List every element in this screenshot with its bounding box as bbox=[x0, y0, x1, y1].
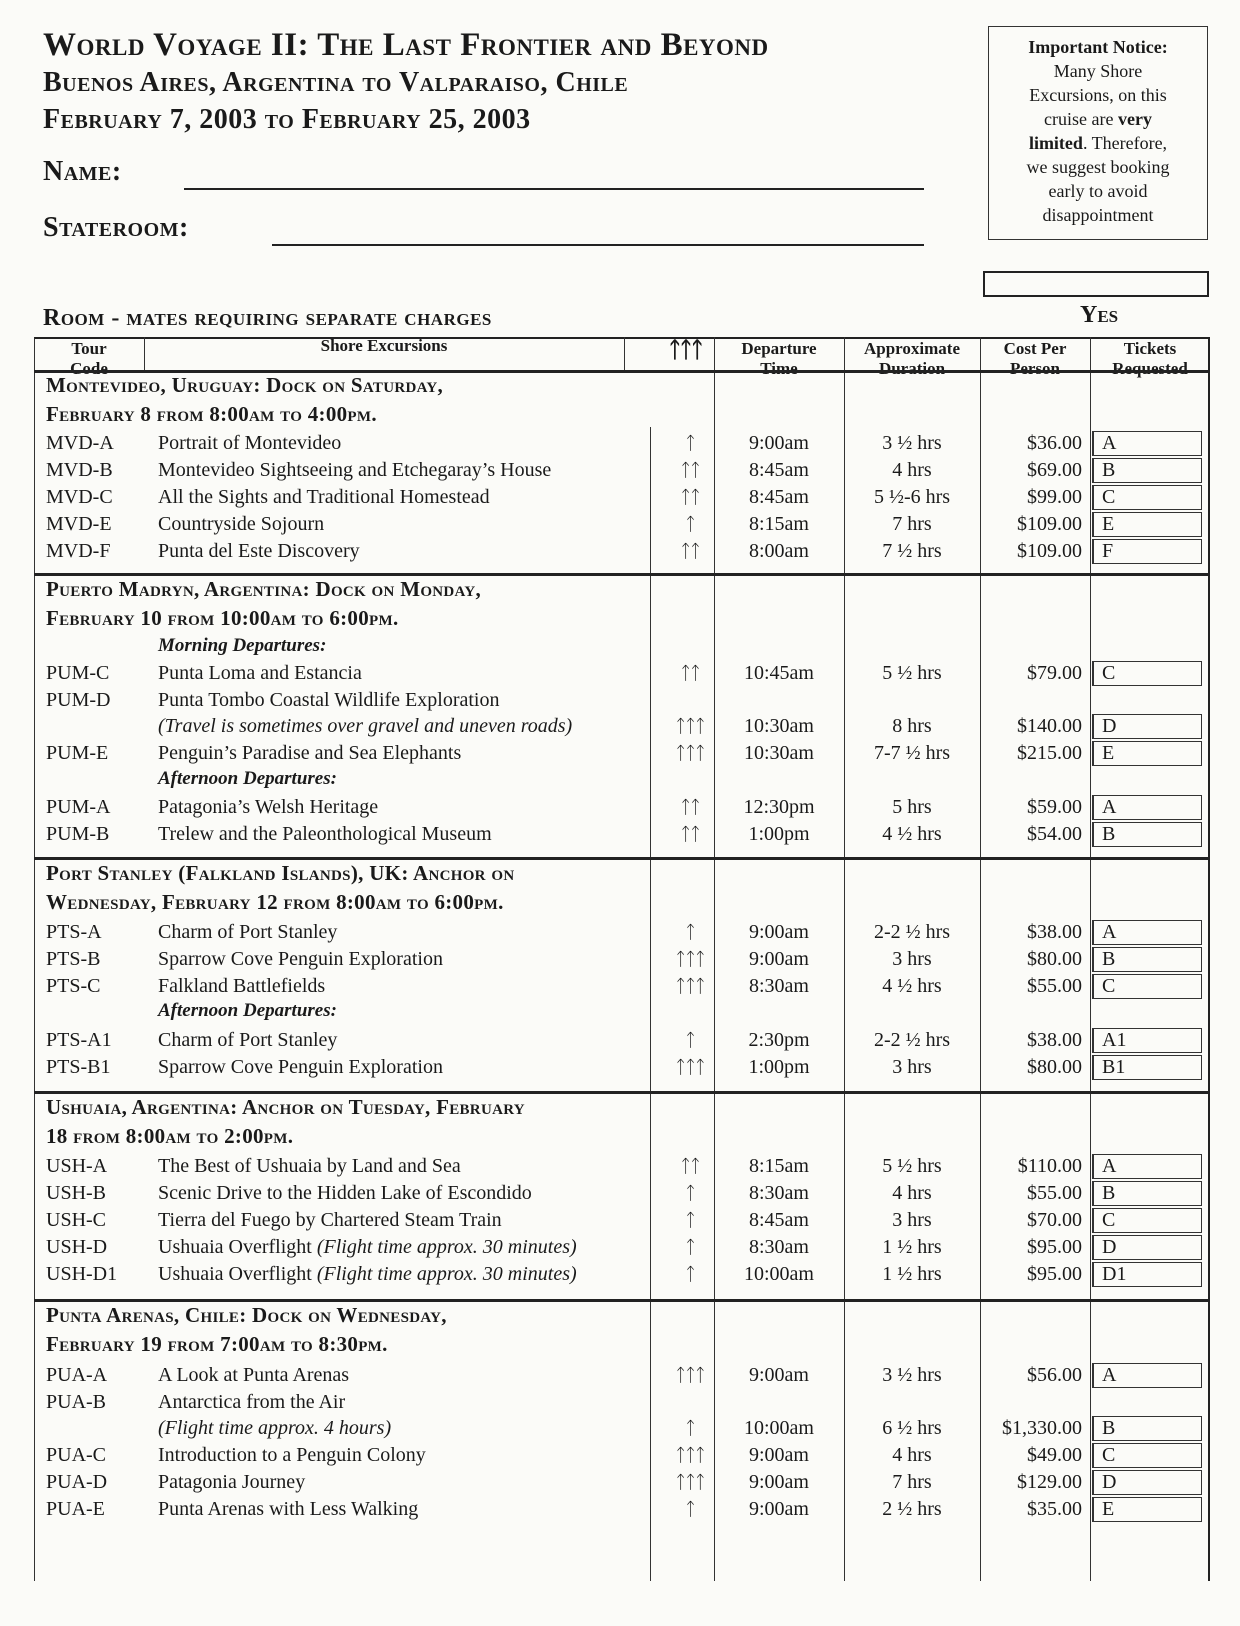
table-row: PUM-D Punta Tombo Coastal Wildlife Exploration bbox=[46, 689, 500, 711]
walking-people-icon: ᛏ bbox=[685, 514, 695, 535]
ticket-request-box[interactable]: A bbox=[1092, 431, 1202, 456]
roommates-label: Room - mates requiring separate charges bbox=[43, 305, 492, 331]
walking-people-icon: ᛏᛏᛏ bbox=[675, 976, 705, 997]
table-row: MVD-B Montevideo Sightseeing and Etchegaray’s House ᛏᛏ 8:45am 4 hrs $69.00 B bbox=[34, 457, 1210, 484]
walking-people-icon: ᛏ bbox=[685, 1210, 695, 1231]
walking-people-icon: ᛏᛏ bbox=[680, 663, 700, 684]
ticket-request-box[interactable]: B bbox=[1092, 822, 1202, 847]
ticket-request-box[interactable]: D bbox=[1092, 714, 1202, 739]
afternoon-departures-label: Afternoon Departures: bbox=[158, 768, 337, 789]
notice-line: Many Shore bbox=[1053, 61, 1143, 81]
header-divider bbox=[144, 337, 145, 371]
ticket-request-box[interactable]: E bbox=[1092, 512, 1202, 537]
walking-people-icon: ᛏᛏ bbox=[680, 541, 700, 562]
ticket-request-box[interactable]: A bbox=[1092, 1363, 1202, 1388]
walking-people-icon: ᛏᛏᛏ bbox=[675, 743, 705, 764]
walking-people-icon: ᛏᛏ bbox=[680, 487, 700, 508]
ticket-request-box[interactable]: A bbox=[1092, 1154, 1202, 1179]
ticket-request-box[interactable]: E bbox=[1092, 1497, 1202, 1522]
walking-people-icon: ᛏᛏᛏ bbox=[675, 1472, 705, 1493]
table-row: USH-C Tierra del Fuego by Chartered Steam Train ᛏ 8:45am 3 hrs $70.00 C bbox=[34, 1207, 1210, 1234]
walking-people-icon: ᛏᛏᛏ bbox=[675, 716, 705, 737]
voyage-title: World Voyage II: The Last Frontier and Beyond bbox=[43, 27, 769, 63]
col-departure-time: Departure Time bbox=[741, 339, 817, 378]
table-row: PTS-B1 Sparrow Cove Penguin Exploration ᛏᛏᛏ 1:00pm 3 hrs $80.00 B1 bbox=[34, 1054, 1210, 1081]
walking-people-icon: ᛏ bbox=[685, 1183, 695, 1204]
notice-line: cruise are very bbox=[1044, 109, 1152, 129]
walking-people-icon: ᛏ bbox=[685, 1030, 695, 1051]
notice-line: we suggest booking bbox=[1026, 157, 1170, 177]
table-row: PUM-E Penguin’s Paradise and Sea Elephants ᛏᛏᛏ 10:30am 7-7 ½ hrs $215.00 E bbox=[34, 740, 1210, 767]
col-tour-code: Tour Code bbox=[70, 339, 108, 378]
table-row: USH-B Scenic Drive to the Hidden Lake of Escondido ᛏ 8:30am 4 hrs $55.00 B bbox=[34, 1180, 1210, 1207]
walking-people-icon: ᛏᛏᛏ bbox=[668, 338, 702, 363]
table-row: PUA-B Antarctica from the Air bbox=[46, 1391, 346, 1413]
table-row: MVD-F Punta del Este Discovery ᛏᛏ 8:00am 7 ½ hrs $109.00 F bbox=[34, 538, 1210, 565]
table-row: MVD-E Countryside Sojourn ᛏ 8:15am 7 hrs $109.00 E bbox=[34, 511, 1210, 538]
table-row: (Travel is sometimes over gravel and uneven roads) ᛏᛏᛏ 10:30am 8 hrs $140.00 D bbox=[34, 713, 1210, 740]
walking-people-icon: ᛏᛏᛏ bbox=[675, 949, 705, 970]
table-row: USH-D Ushuaia Overflight (Flight time approx. 30 minutes) ᛏ 8:30am 1 ½ hrs $95.00 D bbox=[34, 1234, 1210, 1261]
col-shore-excursions: Shore Excursions bbox=[320, 336, 448, 355]
ticket-request-box[interactable]: C bbox=[1092, 485, 1202, 510]
walking-people-icon: ᛏᛏᛏ bbox=[675, 1445, 705, 1466]
walking-people-icon: ᛏᛏᛏ bbox=[675, 1057, 705, 1078]
ticket-request-box[interactable]: E bbox=[1092, 741, 1202, 766]
notice-line: disappointment bbox=[1042, 205, 1154, 225]
ticket-request-box[interactable]: D1 bbox=[1092, 1262, 1202, 1287]
table-row: PUM-B Trelew and the Paleonthological Museum ᛏᛏ 1:00pm 4 ½ hrs $54.00 B bbox=[34, 821, 1210, 848]
ticket-request-box[interactable]: C bbox=[1092, 1443, 1202, 1468]
table-row: PTS-A Charm of Port Stanley ᛏ 9:00am 2-2 ½ hrs $38.00 A bbox=[34, 919, 1210, 946]
walking-people-icon: ᛏ bbox=[685, 433, 695, 454]
port-heading-port-stanley: Port Stanley (Falkland Islands), UK: Anchor on Wednesday, February 12 from 8:00am to 6:00pm. bbox=[46, 861, 515, 914]
table-row: PUA-E Punta Arenas with Less Walking ᛏ 9:00am 2 ½ hrs $35.00 E bbox=[34, 1496, 1210, 1523]
ticket-request-box[interactable]: F bbox=[1092, 539, 1202, 564]
notice-line: limited. Therefore, bbox=[1028, 133, 1168, 153]
table-row: PTS-B Sparrow Cove Penguin Exploration ᛏᛏᛏ 9:00am 3 hrs $80.00 B bbox=[34, 946, 1210, 973]
ticket-request-box[interactable]: D bbox=[1092, 1235, 1202, 1260]
col-tickets: Tickets Requested bbox=[1112, 339, 1188, 378]
ticket-request-box[interactable]: B1 bbox=[1092, 1055, 1202, 1080]
ticket-request-box[interactable]: B bbox=[1092, 1181, 1202, 1206]
walking-people-icon: ᛏᛏ bbox=[680, 460, 700, 481]
morning-departures-label: Morning Departures: bbox=[158, 635, 327, 656]
notice-title: Important Notice: bbox=[1028, 37, 1168, 57]
ticket-request-box[interactable]: C bbox=[1092, 974, 1202, 999]
ticket-request-box[interactable]: A bbox=[1092, 920, 1202, 945]
header-divider bbox=[624, 337, 625, 371]
afternoon-departures-label: Afternoon Departures: bbox=[158, 1000, 337, 1021]
table-row: PUA-D Patagonia Journey ᛏᛏᛏ 9:00am 7 hrs $129.00 D bbox=[34, 1469, 1210, 1496]
walking-people-icon: ᛏ bbox=[685, 1264, 695, 1285]
ticket-request-box[interactable]: B bbox=[1092, 947, 1202, 972]
port-heading-puerto-madryn: Puerto Madryn, Argentina: Dock on Monday, February 10 from 10:00am to 6:00pm. bbox=[46, 577, 481, 630]
ticket-request-box[interactable]: A1 bbox=[1092, 1028, 1202, 1053]
table-row: PUM-A Patagonia’s Welsh Heritage ᛏᛏ 12:30pm 5 hrs $59.00 A bbox=[34, 794, 1210, 821]
ticket-request-box[interactable]: C bbox=[1092, 1208, 1202, 1233]
notice-line: early to avoid bbox=[1048, 181, 1148, 201]
col-cost: Cost Per Person bbox=[1003, 339, 1067, 378]
col-duration: Approximate Duration bbox=[863, 339, 960, 378]
yes-label: Yes bbox=[1080, 302, 1119, 328]
table-row: (Flight time approx. 4 hours) ᛏ 10:00am 6 ½ hrs $1,330.00 B bbox=[34, 1415, 1210, 1442]
table-row: PUA-C Introduction to a Penguin Colony ᛏᛏᛏ 9:00am 4 hrs $49.00 C bbox=[34, 1442, 1210, 1469]
ticket-request-box[interactable]: C bbox=[1092, 661, 1202, 686]
stateroom-field[interactable] bbox=[272, 244, 924, 246]
table-row: MVD-C All the Sights and Traditional Homestead ᛏᛏ 8:45am 5 ½-6 hrs $99.00 C bbox=[34, 484, 1210, 511]
ticket-request-box[interactable]: B bbox=[1092, 458, 1202, 483]
voyage-route: Buenos Aires, Argentina to Valparaiso, Chile bbox=[43, 67, 629, 98]
stateroom-label: Stateroom: bbox=[43, 212, 189, 243]
name-field[interactable] bbox=[184, 188, 924, 190]
table-row: PUM-C Punta Loma and Estancia ᛏᛏ 10:45am 5 ½ hrs $79.00 C bbox=[34, 660, 1210, 687]
port-heading-montevideo: Montevideo, Uruguay: Dock on Saturday, February 8 from 8:00am to 4:00pm. bbox=[46, 373, 444, 426]
table-row: PTS-A1 Charm of Port Stanley ᛏ 2:30pm 2-2 ½ hrs $38.00 A1 bbox=[34, 1027, 1210, 1054]
excursion-table bbox=[34, 337, 1210, 1581]
table-row: PTS-C Falkland Battlefields ᛏᛏᛏ 8:30am 4 ½ hrs $55.00 C bbox=[34, 973, 1210, 1000]
walking-people-icon: ᛏ bbox=[685, 1499, 695, 1520]
walking-people-icon: ᛏ bbox=[685, 1237, 695, 1258]
walking-people-icon: ᛏ bbox=[685, 922, 695, 943]
port-heading-punta-arenas: Punta Arenas, Chile: Dock on Wednesday, February 19 from 7:00am to 8:30pm. bbox=[46, 1303, 447, 1356]
table-row: PUA-A A Look at Punta Arenas ᛏᛏᛏ 9:00am 3 ½ hrs $56.00 A bbox=[34, 1362, 1210, 1389]
walking-people-icon: ᛏᛏᛏ bbox=[675, 1365, 705, 1386]
walking-people-icon: ᛏᛏ bbox=[680, 1156, 700, 1177]
table-row: USH-D1 Ushuaia Overflight (Flight time approx. 30 minutes) ᛏ 10:00am 1 ½ hrs $95.00 D1 bbox=[34, 1261, 1210, 1288]
walking-people-icon: ᛏᛏ bbox=[680, 797, 700, 818]
walking-people-icon: ᛏᛏ bbox=[680, 824, 700, 845]
yes-checkbox[interactable] bbox=[983, 271, 1209, 297]
important-notice-box bbox=[988, 26, 1208, 240]
ticket-request-box[interactable]: B bbox=[1092, 1416, 1202, 1441]
document-header bbox=[43, 26, 973, 138]
table-row: USH-A The Best of Ushuaia by Land and Sea ᛏᛏ 8:15am 5 ½ hrs $110.00 A bbox=[34, 1153, 1210, 1180]
voyage-dates: February 7, 2003 to February 25, 2003 bbox=[43, 104, 531, 135]
name-label: Name: bbox=[43, 156, 122, 187]
notice-line: Excursions, on this bbox=[1029, 85, 1167, 105]
table-row: MVD-A Portrait of Montevideo ᛏ 9:00am 3 ½ hrs $36.00 A bbox=[34, 430, 1210, 457]
ticket-request-box[interactable]: D bbox=[1092, 1470, 1202, 1495]
walking-people-icon: ᛏ bbox=[685, 1418, 695, 1439]
port-heading-ushuaia: Ushuaia, Argentina: Anchor on Tuesday, February 18 from 8:00am to 2:00pm. bbox=[46, 1095, 525, 1148]
ticket-request-box[interactable]: A bbox=[1092, 795, 1202, 820]
